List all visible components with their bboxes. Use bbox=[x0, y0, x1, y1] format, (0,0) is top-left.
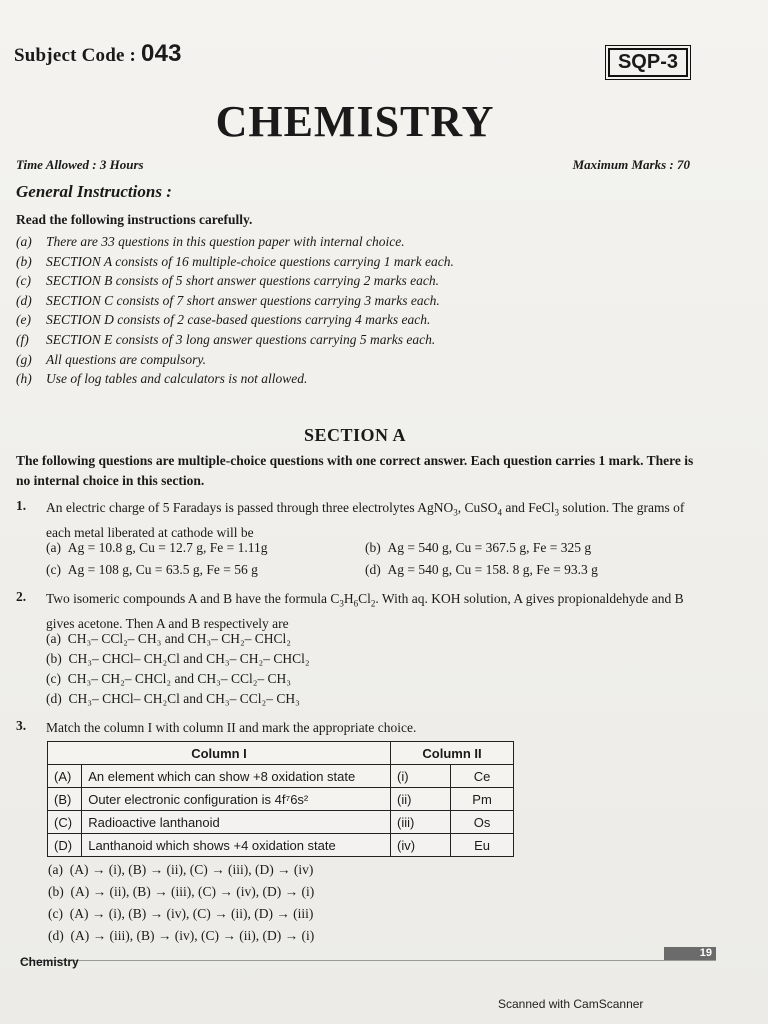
table-row bbox=[48, 788, 514, 811]
column-header: Column II bbox=[391, 742, 514, 765]
option-text: Ag = 540 g, Cu = 158. 8 g, Fe = 93.3 g bbox=[387, 562, 598, 577]
column-header: Column I bbox=[48, 742, 391, 765]
option-text: (A) → (iii), (B) → (iv), (C) → (ii), (D) → (i) bbox=[70, 928, 315, 943]
instruction-label: (c) bbox=[16, 273, 31, 289]
page-title: CHEMISTRY bbox=[215, 97, 495, 146]
option-label: (d) bbox=[46, 691, 62, 706]
option[interactable] bbox=[48, 862, 313, 878]
option-label: (d) bbox=[365, 562, 381, 577]
subject-code-value: 043 bbox=[141, 40, 182, 67]
option-label: (c) bbox=[46, 562, 61, 577]
subject-code bbox=[14, 40, 182, 68]
question-3 bbox=[16, 718, 706, 738]
instruction-item bbox=[16, 310, 454, 330]
instruction-label: (a) bbox=[16, 234, 32, 249]
instructions-list bbox=[16, 232, 454, 389]
option[interactable] bbox=[46, 651, 310, 667]
scanner-watermark: Scanned with CamScanner bbox=[498, 997, 644, 1011]
instruction-item bbox=[16, 369, 454, 389]
option-label: (a) bbox=[46, 631, 61, 646]
question-text-part: solution. The grams of each metal liberated at cathode will be bbox=[46, 500, 685, 540]
question-text-part: An electric charge of 5 Faradays is passed through three electrolytes AgNO bbox=[46, 500, 454, 515]
row-label: (ii) bbox=[391, 788, 451, 811]
instruction-label: (h) bbox=[16, 371, 32, 387]
row-text: Os bbox=[451, 811, 514, 834]
row-text: Lanthanoid which shows +4 oxidation state bbox=[82, 834, 391, 857]
table-row bbox=[48, 834, 514, 857]
option-text: Ag = 540 g, Cu = 367.5 g, Fe = 325 g bbox=[387, 540, 592, 555]
instruction-text: SECTION C consists of 7 short answer questions carrying 3 marks each. bbox=[46, 292, 440, 308]
question-text bbox=[46, 589, 706, 634]
row-label: (iii) bbox=[391, 811, 451, 834]
option-label: (c) bbox=[48, 906, 63, 921]
option-label: (d) bbox=[48, 928, 64, 943]
subscript: 3 bbox=[339, 598, 344, 609]
instructions-intro: Read the following instructions carefully. bbox=[16, 212, 253, 227]
subscript: 6 bbox=[353, 598, 359, 609]
question-1 bbox=[16, 498, 706, 588]
option-label: (a) bbox=[48, 862, 63, 877]
row-text: Ce bbox=[451, 765, 514, 788]
row-label: (i) bbox=[391, 765, 451, 788]
instruction-label: (b) bbox=[16, 253, 32, 269]
subscript: 3 bbox=[453, 507, 458, 518]
question-text bbox=[46, 498, 706, 543]
option[interactable] bbox=[46, 631, 291, 647]
instruction-label: (g) bbox=[16, 351, 32, 367]
match-table bbox=[47, 741, 514, 857]
instruction-item bbox=[16, 252, 454, 272]
option-text: (A) → (i), (B) → (ii), (C) → (iii), (D) → (iv) bbox=[69, 862, 314, 877]
option-text: CH₃– CH₂– CHCl₂ and CH₃– CCl₂– CH₃ bbox=[67, 671, 291, 686]
option[interactable] bbox=[48, 906, 313, 922]
option-text: CH₃– CCl₂– CH₃ and CH₃– CH₂– CHCl₂ bbox=[67, 631, 291, 646]
option-label: (a) bbox=[46, 540, 61, 555]
page-number: 19 bbox=[664, 947, 716, 960]
instruction-label: (e) bbox=[16, 312, 31, 328]
instruction-item bbox=[16, 271, 454, 291]
instruction-text: All questions are compulsory. bbox=[46, 351, 206, 367]
instruction-text: There are 33 questions in this question paper with internal choice. bbox=[46, 234, 405, 249]
instruction-item bbox=[16, 350, 454, 370]
row-label: (iv) bbox=[391, 834, 451, 857]
row-label: (C) bbox=[48, 811, 82, 834]
option-text: Ag = 10.8 g, Cu = 12.7 g, Fe = 1.11g bbox=[67, 540, 268, 555]
option[interactable] bbox=[48, 928, 314, 944]
instruction-item bbox=[16, 330, 454, 350]
instruction-item bbox=[16, 232, 454, 252]
time-allowed: Time Allowed : 3 Hours bbox=[16, 157, 144, 172]
instructions-heading: General Instructions : bbox=[16, 182, 172, 201]
subscript: 2 bbox=[370, 598, 376, 609]
option-text: (A) → (ii), (B) → (iii), (C) → (iv), (D) → (i) bbox=[70, 884, 315, 899]
option-text: CH₃– CHCl– CH₂Cl and CH₃– CCl₂– CH₃ bbox=[68, 691, 300, 706]
option-label: (b) bbox=[48, 884, 64, 899]
row-text: Radioactive lanthanoid bbox=[82, 811, 391, 834]
question-number: 2. bbox=[16, 589, 27, 604]
row-label: (A) bbox=[48, 765, 82, 788]
option[interactable] bbox=[365, 540, 591, 556]
table-header-row bbox=[48, 742, 514, 765]
footer-subject: Chemistry bbox=[20, 955, 79, 969]
paper-tag: SQP-3 bbox=[608, 48, 688, 77]
instruction-text: SECTION D consists of 2 case-based questions carrying 4 marks each. bbox=[46, 312, 431, 328]
question-number: 3. bbox=[16, 718, 27, 733]
question-text-part: . With aq. KOH solution, A gives propionaldehyde and B gives acetone. Then A and B respectively are bbox=[46, 591, 684, 631]
option[interactable] bbox=[46, 671, 291, 687]
question-text-part: H bbox=[343, 591, 354, 606]
option[interactable] bbox=[48, 884, 314, 900]
instruction-text: SECTION E consists of 3 long answer questions carrying 5 marks each. bbox=[46, 331, 436, 347]
question-text-part: , CuSO bbox=[457, 500, 498, 515]
instruction-text: Use of log tables and calculators is not allowed. bbox=[46, 371, 308, 387]
option-label: (b) bbox=[46, 651, 62, 666]
footer-divider bbox=[20, 960, 716, 961]
subscript: 4 bbox=[497, 507, 503, 518]
option[interactable] bbox=[365, 562, 598, 578]
maximum-marks: Maximum Marks : 70 bbox=[572, 157, 690, 172]
option-text: (A) → (i), (B) → (iv), (C) → (ii), (D) → (iii) bbox=[69, 906, 314, 921]
subscript: 3 bbox=[554, 507, 560, 518]
option[interactable] bbox=[46, 540, 267, 556]
row-text: Pm bbox=[451, 788, 514, 811]
instruction-text: SECTION B consists of 5 short answer questions carrying 2 marks each. bbox=[46, 273, 439, 289]
option[interactable] bbox=[46, 562, 258, 578]
row-text: Outer electronic configuration is 4f⁷6s² bbox=[82, 788, 391, 811]
option-text: Ag = 108 g, Cu = 63.5 g, Fe = 56 g bbox=[67, 562, 258, 577]
question-text-part: Two isomeric compounds A and B have the formula C bbox=[46, 591, 340, 606]
option-label: (c) bbox=[46, 671, 61, 686]
row-text: An element which can show +8 oxidation state bbox=[82, 765, 391, 788]
question-text-part: and FeCl bbox=[502, 500, 555, 515]
instruction-label: (d) bbox=[16, 292, 32, 308]
question-number: 1. bbox=[16, 498, 27, 513]
option[interactable] bbox=[46, 691, 300, 707]
table-row bbox=[48, 811, 514, 834]
row-label: (D) bbox=[48, 834, 82, 857]
instruction-text: SECTION A consists of 16 multiple-choice questions carrying 1 mark each. bbox=[46, 253, 454, 269]
table-row bbox=[48, 765, 514, 788]
instruction-item bbox=[16, 291, 454, 311]
question-2 bbox=[16, 589, 706, 714]
row-text: Eu bbox=[451, 834, 514, 857]
question-text: Match the column I with column II and mark the appropriate choice. bbox=[46, 720, 417, 735]
option-label: (b) bbox=[365, 540, 381, 555]
option-text: CH₃– CHCl– CH₂Cl and CH₃– CH₂– CHCl₂ bbox=[68, 651, 310, 666]
instruction-label: (f) bbox=[16, 331, 29, 347]
row-label: (B) bbox=[48, 788, 82, 811]
question-text-part: Cl bbox=[358, 591, 371, 606]
section-note: The following questions are multiple-choice questions with one correct answer. Each question carries 1 mark. There is no internal choice in this section. bbox=[16, 453, 694, 488]
subject-code-label: Subject Code : bbox=[14, 45, 137, 66]
section-heading: SECTION A bbox=[303, 425, 407, 445]
